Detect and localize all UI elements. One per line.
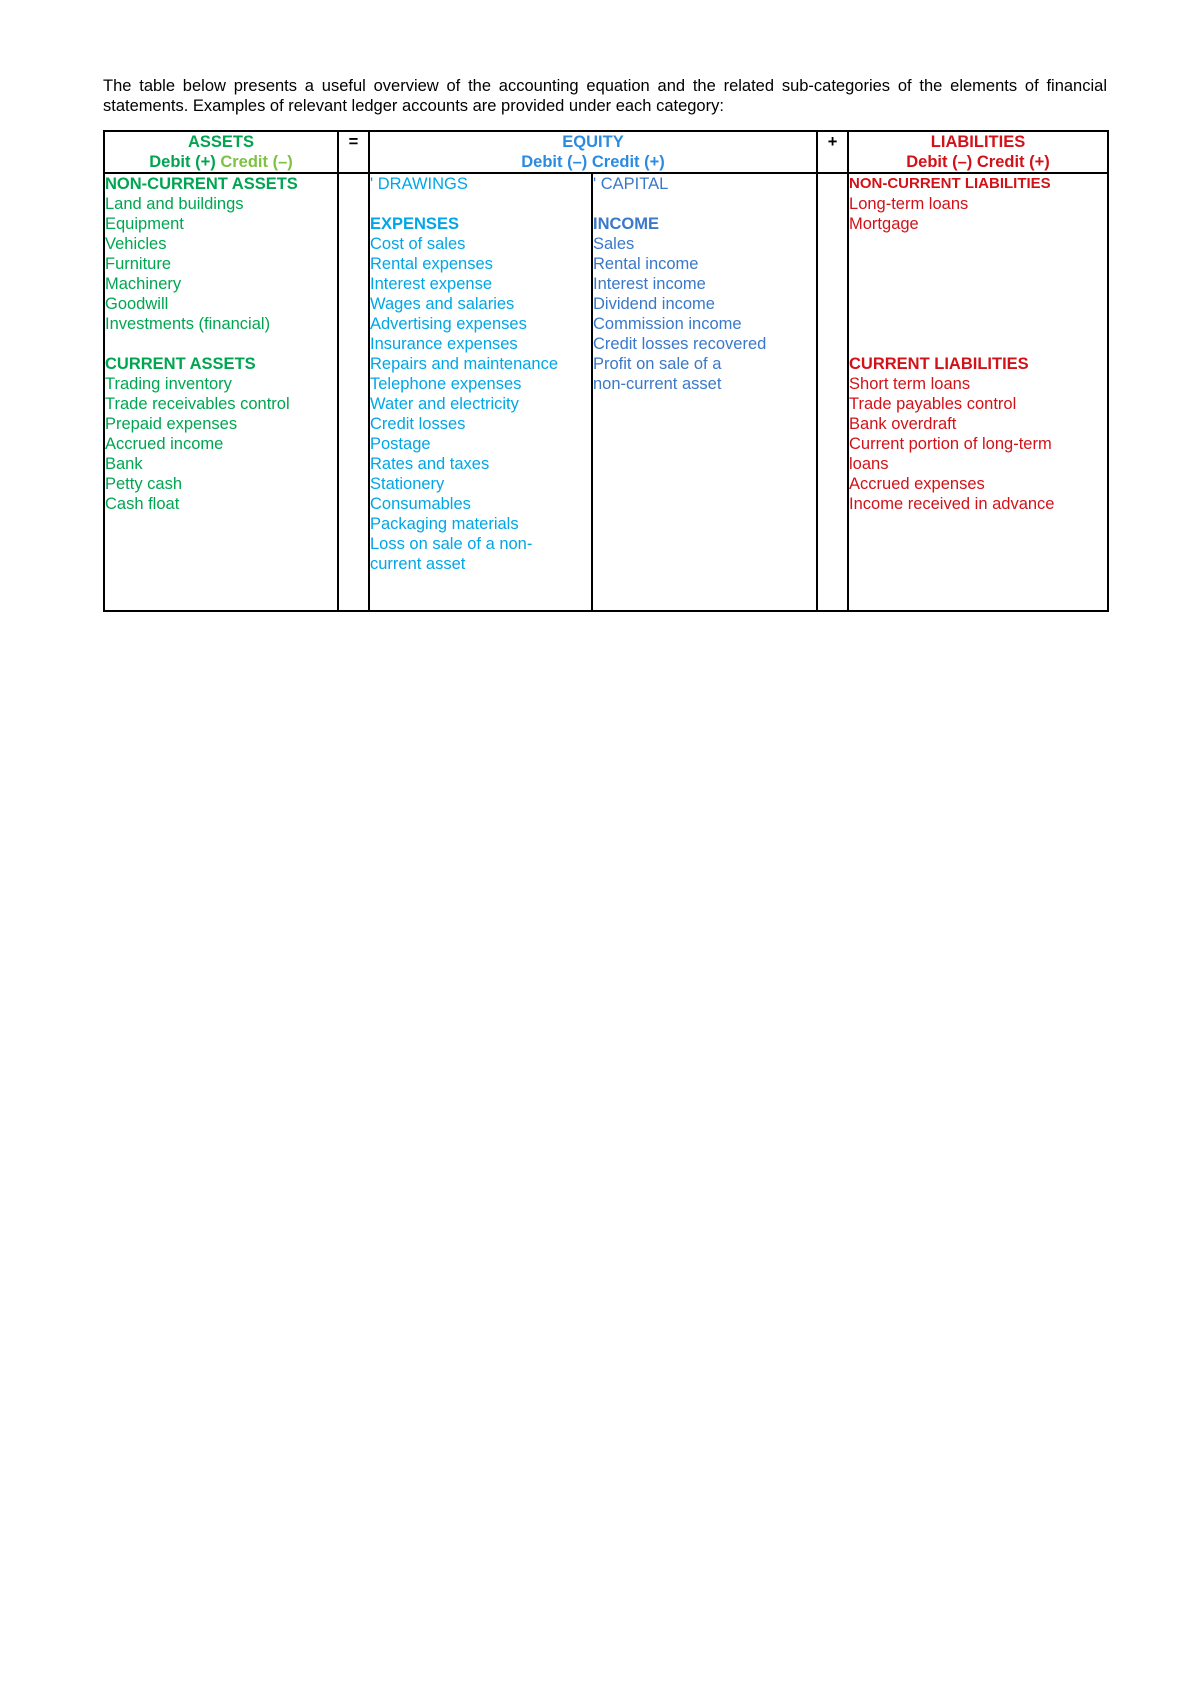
list-item: Income received in advance [849, 495, 1055, 513]
list-item: Short term loans [849, 375, 971, 393]
assets-debit-label: Debit (+) [149, 153, 216, 171]
liabilities-credit-label: Credit (+) [976, 153, 1050, 171]
accounting-equation-table [103, 130, 1109, 612]
body-row [104, 173, 1108, 611]
list-item: Rental expenses [370, 255, 493, 273]
current-assets-heading: CURRENT ASSETS [105, 355, 256, 373]
expenses-heading: EXPENSES [370, 215, 459, 233]
assets-title: ASSETS [187, 133, 255, 151]
equity-debit-column [369, 173, 592, 611]
list-item: Advertising expenses [370, 315, 527, 333]
list-item: Credit losses [370, 415, 466, 433]
list-item: Petty cash [105, 475, 183, 493]
noncurrent-assets-heading: NON-CURRENT ASSETS [105, 175, 298, 193]
noncurrent-liabilities-heading: NON-CURRENT LIABILITIES [849, 175, 1051, 192]
list-item: Water and electricity [370, 395, 519, 413]
liabilities-title: LIABILITIES [930, 133, 1026, 151]
list-item: Interest expense [370, 275, 492, 293]
list-item: Long-term loans [849, 195, 969, 213]
list-item: Cash float [105, 495, 180, 513]
list-item: Trade payables control [849, 395, 1017, 413]
list-item: Rates and taxes [370, 455, 490, 473]
list-item: Interest income [593, 275, 706, 293]
plus-sign: + [817, 131, 848, 173]
assets-column [104, 173, 338, 611]
list-item: Machinery [105, 275, 182, 293]
list-item: Current portion of long-term loans [849, 435, 1052, 473]
current-liabilities-heading: CURRENT LIABILITIES [849, 355, 1029, 373]
list-item: Sales [593, 235, 635, 253]
assets-credit-label: Credit (–) [220, 153, 293, 171]
list-item: Trading inventory [105, 375, 232, 393]
list-item: Postage [370, 435, 431, 453]
equity-credit-label: Credit (+) [591, 153, 665, 171]
list-item: Accrued income [105, 435, 224, 453]
list-item: Consumables [370, 495, 471, 513]
list-item: Bank overdraft [849, 415, 957, 433]
equals-sign: = [338, 131, 369, 173]
list-item: Furniture [105, 255, 172, 273]
liabilities-debit-label: Debit (–) [906, 153, 973, 171]
list-item: Repairs and maintenance [370, 355, 559, 373]
equals-spacer [338, 173, 369, 611]
list-item: Cost of sales [370, 235, 466, 253]
list-item: Bank [105, 455, 143, 473]
list-item: Profit on sale of a non-current asset [593, 355, 722, 393]
equity-header [369, 131, 817, 173]
list-item: Rental income [593, 255, 699, 273]
list-item: Vehicles [105, 235, 167, 253]
list-item: Loss on sale of a non-current asset [370, 535, 533, 573]
list-item: Land and buildings [105, 195, 244, 213]
assets-header [104, 131, 338, 173]
list-item: Goodwill [105, 295, 169, 313]
liabilities-header [848, 131, 1108, 173]
list-item: Equipment [105, 215, 184, 233]
list-item: Commission income [593, 315, 742, 333]
list-item: Packaging materials [370, 515, 519, 533]
liabilities-column [848, 173, 1108, 611]
list-item: Mortgage [849, 215, 919, 233]
drawings-item: ' DRAWINGS [370, 175, 468, 193]
header-row [104, 131, 1108, 173]
list-item: Telephone expenses [370, 375, 522, 393]
list-item: Insurance expenses [370, 335, 518, 353]
list-item: Dividend income [593, 295, 715, 313]
equity-credit-column [592, 173, 817, 611]
equity-title: EQUITY [562, 133, 624, 151]
list-item: Prepaid expenses [105, 415, 238, 433]
list-item: Investments (financial) [105, 315, 271, 333]
capital-item: ' CAPITAL [593, 175, 669, 193]
intro-paragraph: The table below presents a useful overview of the accounting equation and the related sub-categories of the elements of financial statements. Examples of relevant ledger accounts are provided under each category: [103, 77, 1107, 115]
equity-debit-label: Debit (–) [521, 153, 588, 171]
plus-spacer [817, 173, 848, 611]
list-item: Wages and salaries [370, 295, 515, 313]
list-item: Trade receivables control [105, 395, 290, 413]
list-item: Accrued expenses [849, 475, 985, 493]
list-item: Stationery [370, 475, 445, 493]
list-item: Credit losses recovered [593, 335, 767, 353]
income-heading: INCOME [593, 215, 659, 233]
